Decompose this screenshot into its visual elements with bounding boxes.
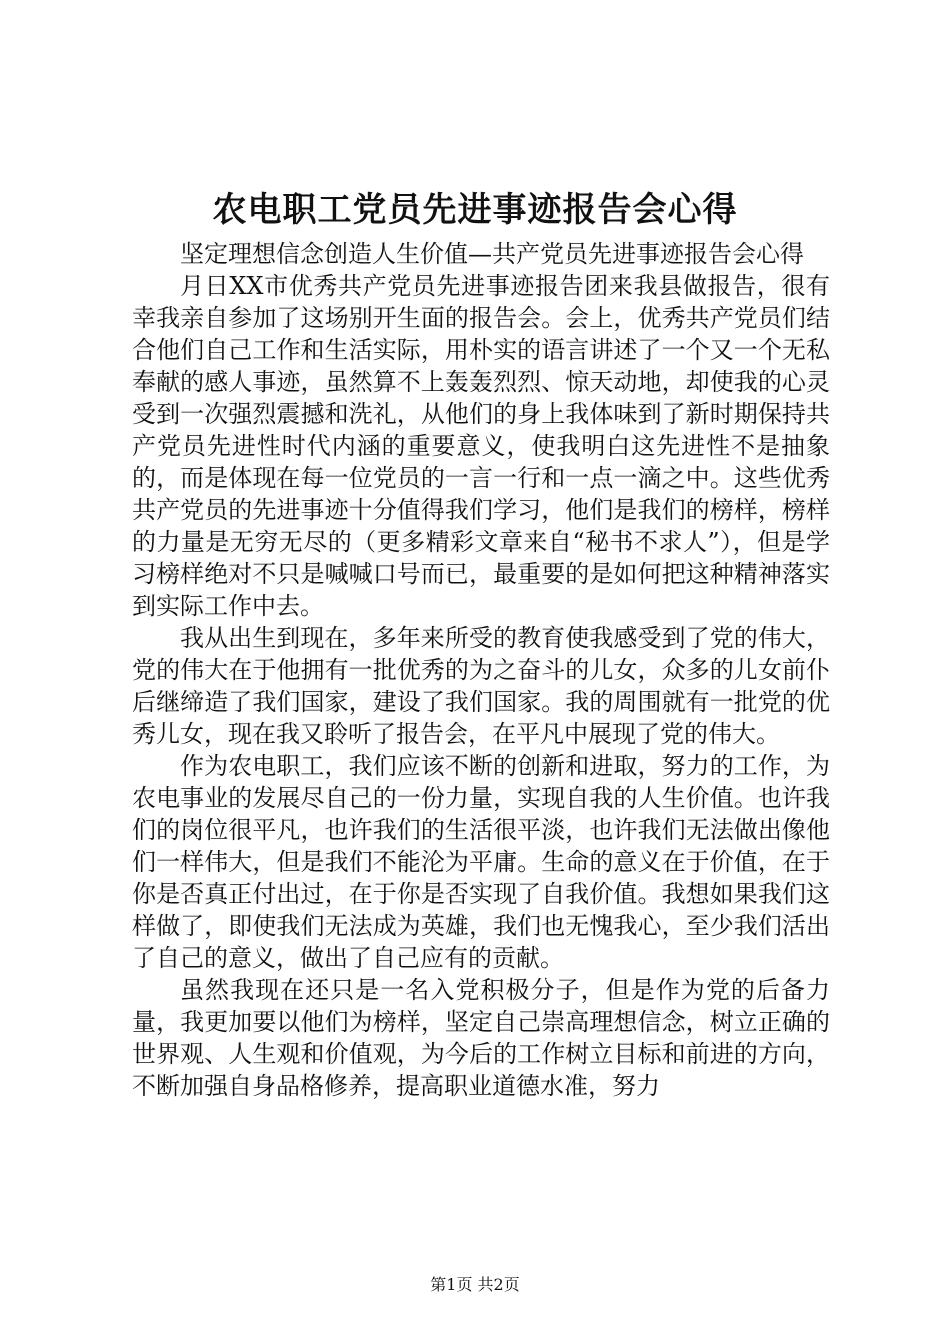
page-number-footer: 第1页 共2页 xyxy=(430,1275,520,1294)
body-paragraph: 月日XX市优秀共产党员先进事迹报告团来我县做报告，很有幸我亲自参加了这场别开生面的报告会。会上，优秀共产党员们结合他们自己工作和生活实际，用朴实的语言讲述了一个又一个无私奉献的感人事迹，虽然算不上轰轰烈烈、惊天动地，却使我的心灵受到一次强烈震撼和洗礼，从他们的身上我体味到了新时期保持共产党员先进性时代内涵的重要意义，使我明白这先进性不是抽象的，而是体现在每一位党员的一言一行和一点一滴之中。这些优秀共产党员的先进事迹十分值得我们学习，他们是我们的榜样，榜样的力量是无穷无尽的（更多精彩文章来自“秘书不求人”），但是学习榜样绝对不只是喊喊口号而已，最重要的是如何把这种精神落实到实际工作中去。 xyxy=(132,272,830,620)
document-title: 农电职工党员先进事迹报告会心得 xyxy=(212,190,738,230)
document-body xyxy=(132,238,830,1102)
body-paragraph: 虽然我现在还只是一名入党积极分子，但是作为党的后备力量，我更加要以他们为榜样，坚定自己崇高理想信念，树立正确的世界观、人生观和价值观，为今后的工作树立目标和前进的方向，不断加强自身品格修养，提高职业道德水准，努力 xyxy=(132,976,830,1100)
body-paragraph: 我从出生到现在，多年来所受的教育使我感受到了党的伟大，党的伟大在于他拥有一批优秀的为之奋斗的儿女，众多的儿女前仆后继缔造了我们国家，建设了我们国家。我的周围就有一批党的优秀儿女，现在我又聆听了报告会，在平凡中展现了党的伟大。 xyxy=(132,624,830,748)
subtitle-paragraph: 坚定理想信念创造人生价值—共产党员先进事迹报告会心得 xyxy=(180,240,804,268)
body-paragraph: 作为农电职工，我们应该不断的创新和进取，努力的工作，为农电事业的发展尽自己的一份力量，实现自我的人生价值。也许我们的岗位很平凡，也许我们的生活很平淡，也许我们无法做出像他们一样伟大，但是我们不能沦为平庸。生命的意义在于价值，在于你是否真正付出过，在于你是否实现了自我价值。我想如果我们这样做了，即使我们无法成为英雄，我们也无愧我心，至少我们活出了自己的意义，做出了自己应有的贡献。 xyxy=(132,752,830,972)
